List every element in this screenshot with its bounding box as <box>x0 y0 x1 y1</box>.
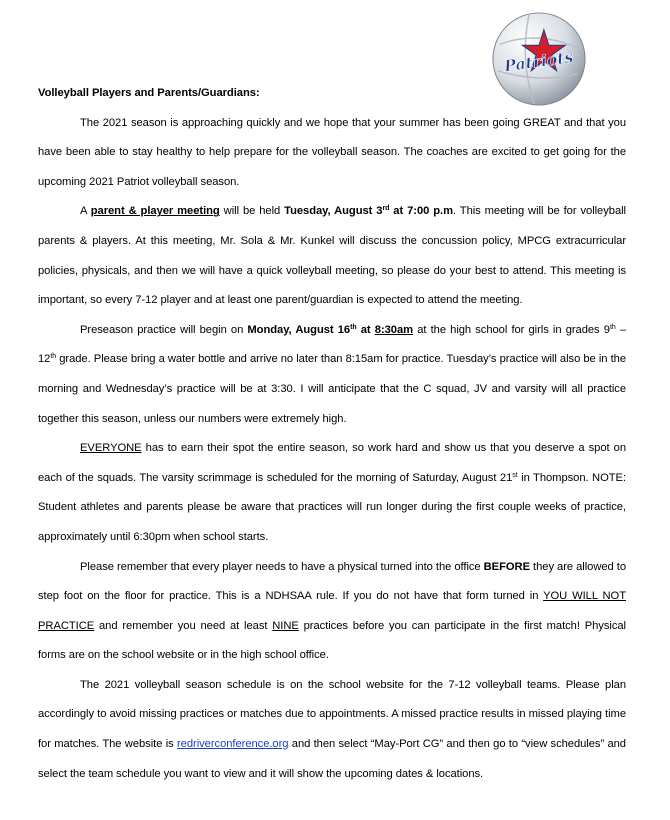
paragraph-schedule: The 2021 volleyball season schedule is on the school website for the 7-12 volleyball teams. Please plan accordingly to avoid missing practices or matches due to appointments. A missed practice results in missed playing time for matches. The website is redriverconference.org and then select “May-Port CG” and then go to “view schedules” and select the team schedule you want to view and it will show the upcoming dates & locations. <box>38 678 626 780</box>
paragraph-physical: Please remember that every player needs to have a physical turned into the office BEFORE they are allowed to step foot on the floor for practice. This is a NDHSAA rule. If you do not have that form turned in YOU WILL NOT PRACTICE and remember you need at least NINE practices before you can participate in the first match! Physical forms are on the school website or in the high school office. <box>38 560 627 662</box>
website-link[interactable]: redriverconference.org <box>177 738 289 751</box>
preseason-date: Monday, August 16th at 8:30am <box>247 323 414 336</box>
meeting-date: Tuesday, August 3rd at 7:00 p.m <box>284 205 453 218</box>
letter-body <box>38 79 626 789</box>
everyone-emphasis: EVERYONE <box>80 442 142 455</box>
svg-text:Patriots: Patriots <box>502 47 575 76</box>
no-practice-warning: YOU WILL NOT PRACTICE <box>38 590 626 632</box>
salutation: Volleyball Players and Parents/Guardians: <box>38 87 260 99</box>
paragraph-intro: The 2021 season is approaching quickly and we hope that your summer has been going GREAT and that you have been able to stay healthy to help prepare for the volleyball season. The coaches are excited to get going for the upcoming 2021 Patriot volleyball season. <box>38 116 626 188</box>
paragraph-preseason: Preseason practice will begin on Monday, August 16th at 8:30am at the high school for girls in grades 9th – 12th grade. Please bring a water bottle and arrive no later than 8:15am for practice. Tuesday’s practice will also be in the morning and Wednesday’s practice will be at 3:30. I will anticipate that the C squad, JV and varsity will all practice together this season, unless our numbers were extremely high. <box>38 323 627 425</box>
meeting-label: parent & player meeting <box>90 205 220 218</box>
paragraph-meeting: A parent & player meeting will be held Tuesday, August 3rd at 7:00 p.m. This meeting will be for volleyball parents & players. At this meeting, Mr. Sola & Mr. Kunkel will discuss the concussion policy, MPCG extracurricular policies, physicals, and then we will have a quick volleyball meeting, so please do your best to attend. This meeting is important, so every 7-12 player and at least one parent/guardian is expected to attend the meeting. <box>38 205 626 307</box>
paragraph-everyone: EVERYONE has to earn their spot the entire season, so work hard and show us that you deserve a spot on each of the squads. The varsity scrimmage is scheduled for the morning of Saturday, August 21st in Thompson. NOTE: Student athletes and parents please be aware that practices will run longer during the first couple weeks of practice, approximately until 6:30pm when school starts. <box>38 442 626 543</box>
